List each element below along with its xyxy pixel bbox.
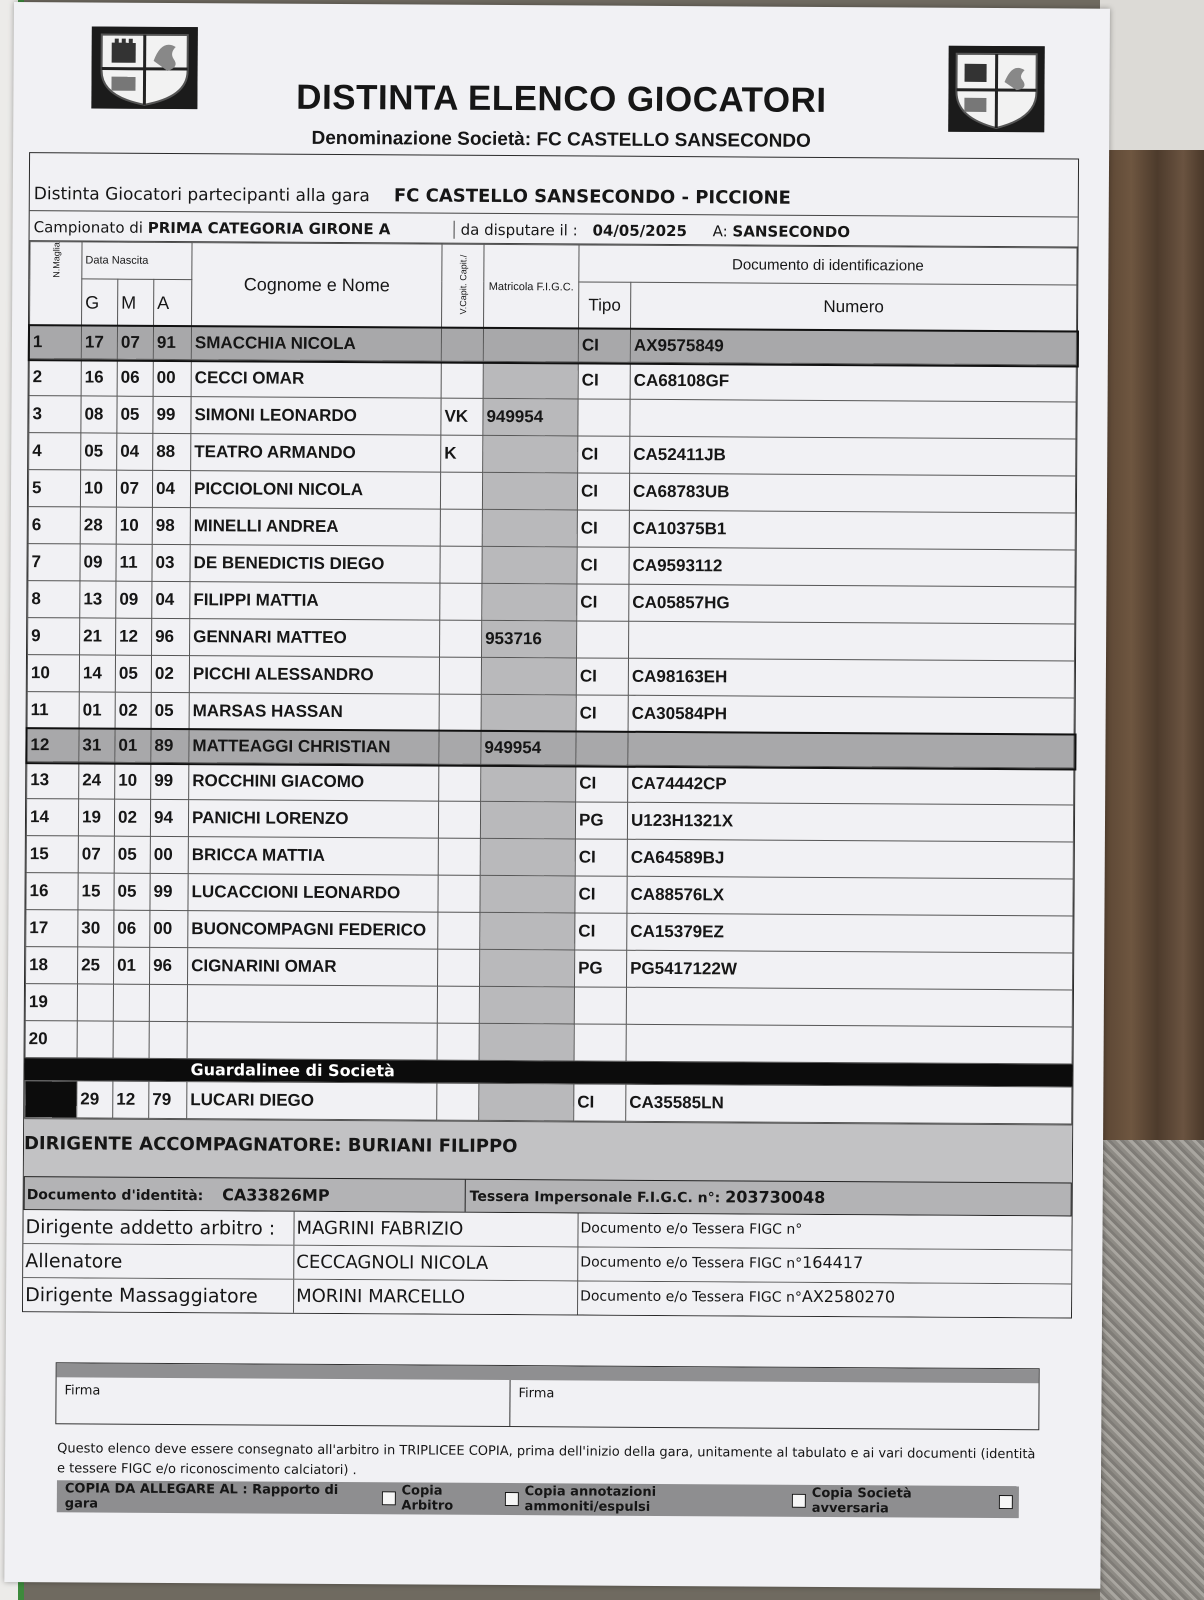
staff-doc-value[interactable]: 164417 — [802, 1252, 864, 1273]
player-doc-type[interactable]: CI — [576, 695, 628, 732]
player-birth-day[interactable]: 30 — [78, 910, 114, 947]
player-doc-type[interactable]: PG — [575, 802, 627, 839]
player-matricola[interactable] — [483, 361, 578, 399]
player-birth-month[interactable]: 10 — [116, 507, 152, 544]
player-birth-month[interactable]: 01 — [114, 947, 150, 984]
match-label: Distinta Giocatori partecipanti alla gara — [33, 184, 370, 207]
player-row[interactable] — [27, 692, 1074, 735]
player-birth-day[interactable] — [77, 984, 113, 1021]
player-row[interactable] — [28, 470, 1075, 513]
player-number: 16 — [26, 873, 78, 910]
player-doc-number[interactable]: CA68108GF — [630, 362, 1076, 402]
player-birth-year[interactable]: 89 — [151, 729, 189, 762]
place-label: A: — [712, 222, 728, 241]
player-captain[interactable] — [439, 764, 481, 801]
background-top-right — [1100, 0, 1204, 150]
player-doc-number[interactable]: CA05857HG — [629, 584, 1075, 624]
player-doc-type[interactable] — [576, 732, 628, 765]
header-n-maglia — [30, 242, 83, 326]
player-matricola[interactable] — [481, 657, 576, 695]
guardalinee-nome[interactable]: LUCARI DIEGO — [187, 1082, 437, 1121]
player-doc-number[interactable] — [626, 987, 1072, 1027]
player-birth-day[interactable]: 21 — [80, 618, 116, 655]
player-matricola[interactable] — [482, 583, 577, 621]
player-birth-month[interactable]: 04 — [117, 433, 153, 470]
player-matricola[interactable] — [480, 912, 575, 950]
player-doc-number[interactable] — [630, 399, 1076, 439]
background-wood — [1100, 150, 1204, 1140]
player-birth-day[interactable]: 31 — [79, 729, 115, 762]
staff-role: Dirigente Massaggiatore — [25, 1283, 258, 1308]
player-birth-day[interactable]: 19 — [78, 799, 114, 836]
player-name[interactable]: BUONCOMPAGNI FEDERICO — [188, 911, 438, 950]
player-birth-day[interactable]: 14 — [79, 655, 115, 692]
player-doc-number[interactable]: CA98163EH — [628, 658, 1074, 698]
player-birth-day[interactable]: 15 — [78, 873, 114, 910]
player-doc-number[interactable]: CA88576LX — [627, 876, 1073, 916]
player-birth-day[interactable]: 24 — [79, 762, 115, 799]
player-doc-number[interactable]: CA9593112 — [629, 547, 1075, 587]
player-birth-day[interactable]: 05 — [81, 433, 117, 470]
player-name[interactable] — [187, 1022, 437, 1061]
player-birth-year[interactable]: 05 — [151, 692, 189, 729]
player-birth-year[interactable]: 99 — [151, 762, 189, 799]
player-captain[interactable] — [437, 986, 479, 1023]
player-number: 15 — [26, 836, 78, 873]
staff-name[interactable]: CECCAGNOLI NICOLA — [293, 1246, 577, 1281]
player-birth-day[interactable]: 09 — [80, 544, 116, 581]
date-label: da disputare il : — [460, 220, 578, 240]
player-number: 13 — [27, 762, 79, 799]
player-birth-month[interactable] — [113, 984, 149, 1021]
player-doc-type[interactable]: CI — [578, 436, 630, 473]
player-birth-year[interactable]: 99 — [153, 396, 191, 433]
player-number: 14 — [26, 799, 78, 836]
player-birth-year[interactable]: 91 — [153, 326, 191, 359]
staff-name[interactable]: MAGRINI FABRIZIO — [293, 1212, 577, 1247]
player-row[interactable] — [28, 507, 1075, 550]
header-capit-text: V.Capit. Capit./ — [457, 254, 468, 315]
player-birth-year[interactable]: 00 — [150, 836, 188, 873]
player-number: 6 — [28, 507, 80, 544]
player-birth-year[interactable] — [149, 1021, 187, 1058]
place-cell — [707, 222, 850, 241]
player-doc-type[interactable] — [578, 399, 630, 436]
player-number: 10 — [27, 655, 79, 692]
player-row[interactable] — [26, 799, 1073, 842]
player-number: 8 — [28, 581, 80, 618]
player-matricola[interactable] — [482, 472, 577, 510]
player-row[interactable] — [27, 655, 1074, 698]
player-doc-type[interactable]: CI — [575, 839, 627, 876]
player-doc-type[interactable]: CI — [578, 329, 630, 362]
player-doc-number[interactable] — [628, 732, 1074, 768]
player-name[interactable]: FILIPPI MATTIA — [190, 582, 440, 621]
player-matricola[interactable]: 953716 — [482, 620, 577, 658]
staff-doc-label: Documento e/o Tessera FIGC n° — [580, 1288, 802, 1306]
player-doc-type[interactable] — [574, 987, 626, 1024]
player-birth-year[interactable]: 04 — [152, 581, 190, 618]
player-doc-type[interactable]: CI — [577, 510, 629, 547]
player-row[interactable] — [26, 910, 1073, 953]
player-captain[interactable] — [437, 1023, 479, 1060]
player-birth-month[interactable]: 06 — [114, 910, 150, 947]
player-name[interactable]: CIGNARINI OMAR — [188, 948, 438, 987]
player-number: 9 — [28, 618, 80, 655]
player-birth-month[interactable]: 02 — [115, 692, 151, 729]
background-rug — [1100, 1140, 1204, 1600]
player-captain[interactable] — [440, 583, 482, 620]
player-birth-year[interactable]: 04 — [152, 470, 190, 507]
player-number: 20 — [25, 1021, 77, 1058]
player-number: 17 — [26, 910, 78, 947]
guardalinee-table — [24, 1080, 1072, 1124]
player-name[interactable]: MARSAS HASSAN — [189, 693, 439, 732]
player-name[interactable]: PICCIOLONI NICOLA — [190, 471, 440, 510]
staff-doc-value[interactable]: AX2580270 — [801, 1286, 896, 1307]
staff-doc — [577, 1247, 863, 1282]
signature-box — [55, 1362, 1039, 1430]
player-doc-type[interactable]: CI — [577, 584, 629, 621]
player-birth-month[interactable]: 06 — [117, 359, 153, 396]
player-name[interactable]: SIMONI LEONARDO — [191, 397, 441, 436]
dirigente-tessera-value[interactable]: 203730048 — [725, 1187, 826, 1207]
player-matricola[interactable] — [480, 801, 575, 839]
player-matricola[interactable]: 949954 — [481, 731, 576, 765]
player-number: 1 — [29, 326, 81, 359]
player-row[interactable] — [27, 762, 1074, 805]
player-number: 11 — [27, 692, 79, 729]
player-number: 18 — [26, 947, 78, 984]
guardalinee-num[interactable]: CA35585LN — [626, 1084, 1072, 1124]
player-birth-year[interactable]: 96 — [152, 618, 190, 655]
player-birth-day[interactable]: 16 — [81, 359, 117, 396]
player-number: 3 — [29, 396, 81, 433]
player-doc-number[interactable]: CA52411JB — [630, 436, 1076, 476]
player-doc-number[interactable]: CA30584PH — [628, 695, 1074, 735]
championship-cell — [34, 218, 454, 239]
player-birth-year[interactable]: 00 — [150, 910, 188, 947]
guardalinee-bar: Guardalinee di Società — [24, 1058, 1072, 1086]
staff-doc-label: Documento e/o Tessera FIGC n° — [580, 1254, 803, 1272]
header-m: M — [118, 279, 154, 326]
staff-list — [23, 1210, 1072, 1317]
player-doc-number[interactable]: AX9575849 — [630, 329, 1076, 365]
staff-role: Dirigente addetto arbitro : — [25, 1215, 276, 1240]
player-doc-type[interactable] — [574, 1024, 626, 1061]
player-row[interactable] — [28, 544, 1075, 587]
player-doc-type[interactable] — [577, 621, 629, 658]
player-doc-number[interactable]: CA64589BJ — [627, 839, 1073, 879]
player-name[interactable]: PANICHI LORENZO — [188, 800, 438, 839]
player-captain[interactable]: VK — [441, 398, 483, 435]
guardalinee-m[interactable]: 12 — [113, 1081, 149, 1118]
player-captain[interactable] — [440, 509, 482, 546]
player-birth-month[interactable]: 02 — [114, 799, 150, 836]
signature-right[interactable]: Firma — [518, 1386, 555, 1402]
player-birth-year[interactable]: 02 — [151, 655, 189, 692]
player-birth-day[interactable]: 08 — [81, 396, 117, 433]
match-row — [30, 153, 1078, 217]
player-doc-number[interactable] — [626, 1024, 1072, 1064]
player-birth-year[interactable]: 88 — [153, 433, 191, 470]
player-number: 5 — [28, 470, 80, 507]
guardalinee-tipo[interactable]: CI — [574, 1084, 626, 1121]
player-birth-year[interactable] — [149, 984, 187, 1021]
date-cell — [454, 221, 707, 241]
player-birth-year[interactable]: 00 — [153, 359, 191, 396]
player-matricola[interactable] — [480, 875, 575, 913]
staff-role: Allenatore — [25, 1249, 123, 1273]
player-captain[interactable] — [438, 875, 480, 912]
player-number: 4 — [29, 433, 81, 470]
player-row[interactable] — [29, 396, 1076, 439]
player-number: 2 — [29, 359, 81, 396]
header-capit — [442, 244, 485, 328]
player-captain[interactable] — [438, 838, 480, 875]
staff-row — [23, 1278, 1071, 1317]
player-birth-day[interactable]: 17 — [81, 326, 117, 359]
player-name[interactable]: MINELLI ANDREA — [190, 508, 440, 547]
staff-name[interactable]: MORINI MARCELLO — [293, 1280, 577, 1315]
guardalinee-g[interactable]: 29 — [77, 1081, 113, 1118]
player-name[interactable]: GENNARI MATTEO — [190, 619, 440, 658]
player-number: 19 — [25, 984, 77, 1021]
signature-left[interactable]: Firma — [56, 1377, 510, 1426]
header-nome: Cognome e Nome — [192, 243, 443, 329]
dirigente-tessera-label: Tessera Impersonale F.I.G.C. n°: — [469, 1188, 721, 1207]
checkbox-societa[interactable] — [999, 1495, 1013, 1509]
player-matricola[interactable] — [483, 328, 578, 362]
player-doc-number[interactable] — [629, 621, 1075, 661]
championship-value[interactable]: PRIMA CATEGORIA GIRONE A — [147, 218, 391, 239]
player-matricola[interactable] — [482, 546, 577, 584]
player-birth-month[interactable]: 12 — [116, 618, 152, 655]
player-matricola[interactable] — [479, 986, 574, 1024]
player-birth-month[interactable]: 05 — [117, 396, 153, 433]
player-doc-number[interactable]: CA74442CP — [628, 765, 1074, 805]
place-value[interactable]: SANSECONDO — [732, 222, 851, 242]
player-row[interactable] — [26, 947, 1073, 990]
header-numero: Numero — [631, 282, 1077, 332]
player-row[interactable] — [26, 873, 1073, 916]
staff-doc — [577, 1213, 802, 1247]
guardalinee-cap[interactable] — [437, 1083, 479, 1120]
player-birth-year[interactable]: 96 — [150, 947, 188, 984]
date-value[interactable]: 04/05/2025 — [592, 221, 687, 241]
dirigente-accompagnatore[interactable]: DIRIGENTE ACCOMPAGNATORE: BURIANI FILIPPO — [24, 1118, 1072, 1182]
player-birth-month[interactable]: 09 — [116, 581, 152, 618]
player-matricola[interactable] — [481, 764, 576, 802]
player-name[interactable]: ROCCHINI GIACOMO — [189, 763, 439, 802]
guardalinee-mat[interactable] — [479, 1083, 574, 1121]
table-header-row-1 — [30, 242, 1077, 285]
player-captain[interactable]: K — [441, 435, 483, 472]
player-captain[interactable] — [439, 657, 481, 694]
player-name[interactable] — [187, 985, 437, 1024]
player-doc-type[interactable]: CI — [576, 765, 628, 802]
player-name[interactable]: DE BENEDICTIS DIEGO — [190, 545, 440, 584]
player-doc-number[interactable]: U123H1321X — [627, 802, 1073, 842]
player-birth-month[interactable]: 11 — [116, 544, 152, 581]
player-doc-type[interactable]: PG — [574, 950, 626, 987]
player-birth-month[interactable]: 07 — [116, 470, 152, 507]
player-doc-number[interactable]: CA68783UB — [629, 473, 1075, 513]
player-birth-month[interactable]: 05 — [114, 873, 150, 910]
player-birth-month[interactable]: 01 — [115, 729, 151, 762]
player-birth-day[interactable]: 10 — [80, 470, 116, 507]
player-birth-year[interactable]: 03 — [152, 544, 190, 581]
document-title: DISTINTA ELENCO GIOCATORI — [296, 77, 827, 120]
copy-bar — [57, 1480, 1019, 1518]
player-captain[interactable] — [440, 472, 482, 509]
player-captain[interactable] — [437, 949, 479, 986]
document-sheet — [4, 2, 1110, 1589]
player-captain[interactable] — [440, 546, 482, 583]
player-number: 7 — [28, 544, 80, 581]
dirigente-doc-value[interactable]: CA33826MP — [222, 1184, 330, 1205]
player-captain[interactable] — [441, 328, 483, 361]
header-a: A — [154, 279, 192, 326]
dirigente-tessera-cell — [465, 1180, 826, 1214]
player-matricola[interactable] — [483, 435, 578, 473]
header-documento: Documento di identificazione — [579, 245, 1077, 285]
header-g: G — [82, 279, 118, 326]
player-birth-day[interactable]: 28 — [80, 507, 116, 544]
guardalinee-n — [25, 1081, 77, 1118]
player-birth-day[interactable] — [77, 1021, 113, 1058]
player-row[interactable] — [29, 433, 1076, 476]
player-doc-number[interactable]: CA10375B1 — [629, 510, 1075, 550]
player-captain[interactable] — [438, 912, 480, 949]
player-row[interactable] — [28, 618, 1075, 661]
player-captain[interactable] — [438, 801, 480, 838]
player-number: 12 — [27, 729, 79, 762]
society-name: Denominazione Società: FC CASTELLO SANSECONDO — [311, 127, 811, 152]
player-doc-type[interactable]: CI — [575, 913, 627, 950]
player-row[interactable] — [25, 984, 1072, 1027]
player-matricola[interactable] — [479, 1023, 574, 1061]
player-name[interactable]: PICCHI ALESSANDRO — [189, 656, 439, 695]
player-doc-type[interactable]: CI — [576, 658, 628, 695]
header-data-nascita: Data Nascita — [82, 242, 192, 280]
player-name[interactable]: BRICCA MATTIA — [188, 837, 438, 876]
player-row[interactable] — [28, 581, 1075, 624]
championship-label: Campionato di — [33, 218, 144, 237]
player-birth-month[interactable]: 07 — [117, 326, 153, 359]
player-matricola[interactable]: 949954 — [483, 398, 578, 436]
dirigente-doc-label: Documento d'identità: — [26, 1186, 204, 1204]
header-matricola: Matricola F.I.G.C. — [484, 244, 580, 329]
player-row[interactable] — [29, 359, 1076, 402]
player-doc-number[interactable]: PG5417122W — [626, 950, 1072, 990]
player-birth-day[interactable]: 25 — [78, 947, 114, 984]
player-doc-number[interactable]: CA15379EZ — [627, 913, 1073, 953]
player-doc-type[interactable]: CI — [577, 473, 629, 510]
player-name[interactable]: CECCI OMAR — [191, 360, 441, 399]
player-captain[interactable] — [439, 731, 481, 764]
guardalinee-a[interactable]: 79 — [149, 1081, 187, 1118]
player-birth-month[interactable]: 05 — [114, 836, 150, 873]
instruction-note: Questo elenco deve essere consegnato all'arbitro in TRIPLICEE COPIA, prima dell'inizio della gara, unitamente al tabulato e ai vari documenti (identità e tessere FIGC e/o riconoscimento calciatori) . — [56, 1441, 1036, 1479]
player-name[interactable]: LUCACCIONI LEONARDO — [188, 874, 438, 913]
player-birth-day[interactable]: 13 — [80, 581, 116, 618]
players-form — [22, 152, 1079, 1318]
player-matricola[interactable] — [479, 949, 574, 987]
player-birth-month[interactable] — [113, 1021, 149, 1058]
copy-opt1: Copia Arbitro — [401, 1483, 454, 1514]
player-birth-day[interactable]: 01 — [79, 692, 115, 729]
checkbox-rapporto[interactable] — [381, 1491, 395, 1505]
copy-label: COPIA DA ALLEGARE AL : Rapporto di gara — [64, 1481, 339, 1512]
player-captain[interactable] — [441, 361, 483, 398]
player-birth-day[interactable]: 07 — [78, 836, 114, 873]
player-matricola[interactable] — [480, 838, 575, 876]
player-row[interactable] — [25, 1021, 1072, 1064]
player-matricola[interactable] — [482, 509, 577, 547]
player-name[interactable]: TEATRO ARMANDO — [191, 434, 441, 473]
player-birth-month[interactable]: 10 — [115, 762, 151, 799]
dirigente-doc-cell — [25, 1184, 465, 1206]
player-captain[interactable] — [440, 620, 482, 657]
player-captain[interactable] — [439, 694, 481, 731]
copy-opt2: Copia annotazioni ammoniti/espulsi — [524, 1484, 657, 1515]
player-doc-type[interactable]: CI — [575, 876, 627, 913]
player-birth-month[interactable]: 05 — [115, 655, 151, 692]
copy-opt3: Copia Società avversaria — [811, 1485, 912, 1517]
player-name[interactable]: MATTEAGGI CHRISTIAN — [189, 730, 439, 765]
player-name[interactable]: SMACCHIA NICOLA — [191, 327, 441, 362]
checkbox-annotazioni[interactable] — [792, 1494, 806, 1508]
players-table — [25, 241, 1078, 1064]
player-row[interactable] — [26, 836, 1073, 879]
checkbox-arbitro[interactable] — [505, 1492, 519, 1506]
header-n-maglia-text: N.Maglia — [50, 242, 62, 278]
staff-doc-label: Documento e/o Tessera FIGC n° — [580, 1220, 803, 1238]
player-birth-year[interactable]: 98 — [152, 507, 190, 544]
signature-cells — [56, 1377, 1038, 1429]
header-tipo: Tipo — [579, 282, 631, 329]
player-doc-type[interactable]: CI — [578, 362, 630, 399]
player-birth-year[interactable]: 99 — [150, 873, 188, 910]
player-doc-type[interactable]: CI — [577, 547, 629, 584]
player-birth-year[interactable]: 94 — [150, 799, 188, 836]
staff-doc — [577, 1281, 895, 1316]
match-value[interactable]: FC CASTELLO SANSECONDO - PICCIONE — [393, 185, 791, 209]
guardalinee-row[interactable] — [25, 1081, 1072, 1124]
player-matricola[interactable] — [481, 694, 576, 732]
